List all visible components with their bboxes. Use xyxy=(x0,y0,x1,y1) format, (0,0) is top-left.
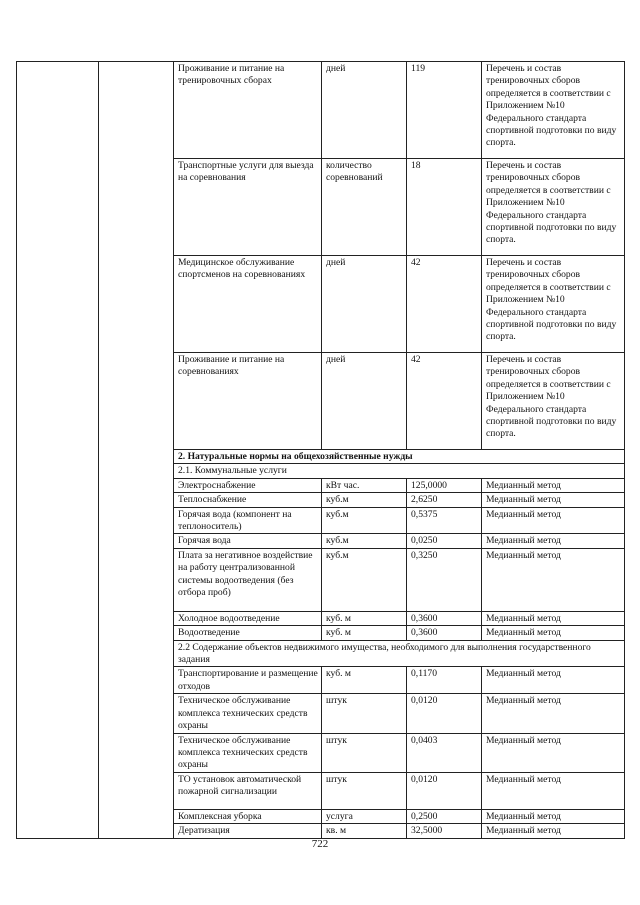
value-cell: 125,0000 xyxy=(407,478,482,492)
item-name-cell: Плата за негативное воздействие на работу централизованной системы водоотведения (без отбора проб) xyxy=(174,548,322,611)
item-name-cell: Теплоснабжение xyxy=(174,493,322,507)
unit-cell: кв. м xyxy=(322,824,407,838)
method-cell: Медианный метод xyxy=(482,694,625,733)
subsection-2-2-title: 2.2 Содержание объектов недвижимого имущества, необходимого для выполнения государственного задания xyxy=(174,640,625,667)
unit-cell: куб. м xyxy=(322,611,407,625)
section-2-title: 2. Натуральные нормы на общехозяйственные нужды xyxy=(174,450,625,464)
item-name-cell: Электроснабжение xyxy=(174,478,322,492)
method-cell: Перечень и состав тренировочных сборов определяется в соответствии с Приложением №10 Федерального стандарта спортивной подготовки по виду спорта. xyxy=(482,159,625,256)
table-row xyxy=(17,62,625,159)
item-name-cell: Транспортирование и размещение отходов xyxy=(174,667,322,694)
norms-table-body xyxy=(17,62,625,839)
item-name-cell: Водоотведение xyxy=(174,626,322,640)
item-name-cell: Техническое обслуживание комплекса технических средств охраны xyxy=(174,733,322,772)
method-cell: Медианный метод xyxy=(482,626,625,640)
left-margin-column-1 xyxy=(17,62,99,839)
item-name-cell: Медицинское обслуживание спортсменов на соревнованиях xyxy=(174,256,322,353)
item-name-cell: ТО установок автоматической пожарной сигнализации xyxy=(174,772,322,809)
value-cell: 0,0120 xyxy=(407,772,482,809)
unit-cell: куб.м xyxy=(322,548,407,611)
item-name-cell: Транспортные услуги для выезда на соревнования xyxy=(174,159,322,256)
item-name-cell: Холодное водоотведение xyxy=(174,611,322,625)
unit-cell: штук xyxy=(322,733,407,772)
unit-cell: дней xyxy=(322,62,407,159)
method-cell: Медианный метод xyxy=(482,733,625,772)
value-cell: 2,6250 xyxy=(407,493,482,507)
method-cell: Медианный метод xyxy=(482,809,625,823)
unit-cell: куб.м xyxy=(322,507,407,534)
value-cell: 119 xyxy=(407,62,482,159)
item-name-cell: Горячая вода (компонент на теплоноситель) xyxy=(174,507,322,534)
value-cell: 42 xyxy=(407,353,482,450)
value-cell: 0,0250 xyxy=(407,534,482,548)
item-name-cell: Дератизация xyxy=(174,824,322,838)
unit-cell: штук xyxy=(322,694,407,733)
value-cell: 0,3250 xyxy=(407,548,482,611)
unit-cell: кВт час. xyxy=(322,478,407,492)
value-cell: 32,5000 xyxy=(407,824,482,838)
value-cell: 18 xyxy=(407,159,482,256)
method-cell: Медианный метод xyxy=(482,667,625,694)
method-cell: Медианный метод xyxy=(482,611,625,625)
unit-cell: куб. м xyxy=(322,626,407,640)
method-cell: Медианный метод xyxy=(482,478,625,492)
item-name-cell: Горячая вода xyxy=(174,534,322,548)
item-name-cell: Техническое обслуживание комплекса технических средств охраны xyxy=(174,694,322,733)
method-cell: Перечень и состав тренировочных сборов определяется в соответствии с Приложением №10 Федерального стандарта спортивной подготовки по виду спорта. xyxy=(482,62,625,159)
value-cell: 0,0120 xyxy=(407,694,482,733)
unit-cell: штук xyxy=(322,772,407,809)
value-cell: 0,1170 xyxy=(407,667,482,694)
method-cell: Перечень и состав тренировочных сборов определяется в соответствии с Приложением №10 Федерального стандарта спортивной подготовки по виду спорта. xyxy=(482,256,625,353)
unit-cell: количество соревнований xyxy=(322,159,407,256)
unit-cell: услуга xyxy=(322,809,407,823)
value-cell: 0,0403 xyxy=(407,733,482,772)
value-cell: 0,5375 xyxy=(407,507,482,534)
left-margin-column-2 xyxy=(99,62,174,839)
method-cell: Медианный метод xyxy=(482,534,625,548)
method-cell: Медианный метод xyxy=(482,507,625,534)
item-name-cell: Проживание и питание на тренировочных сборах xyxy=(174,62,322,159)
unit-cell: дней xyxy=(322,256,407,353)
unit-cell: куб.м xyxy=(322,493,407,507)
item-name-cell: Комплексная уборка xyxy=(174,809,322,823)
unit-cell: куб. м xyxy=(322,667,407,694)
method-cell: Медианный метод xyxy=(482,824,625,838)
method-cell: Медианный метод xyxy=(482,548,625,611)
method-cell: Перечень и состав тренировочных сборов определяется в соответствии с Приложением №10 Федерального стандарта спортивной подготовки по виду спорта. xyxy=(482,353,625,450)
subsection-2-1-title: 2.1. Коммунальные услуги xyxy=(174,464,625,478)
unit-cell: куб.м xyxy=(322,534,407,548)
item-name-cell: Проживание и питание на соревнованиях xyxy=(174,353,322,450)
method-cell: Медианный метод xyxy=(482,772,625,809)
value-cell: 0,3600 xyxy=(407,611,482,625)
unit-cell: дней xyxy=(322,353,407,450)
method-cell: Медианный метод xyxy=(482,493,625,507)
page-number: 722 xyxy=(311,838,329,850)
norms-table xyxy=(16,61,625,839)
value-cell: 0,2500 xyxy=(407,809,482,823)
value-cell: 0,3600 xyxy=(407,626,482,640)
value-cell: 42 xyxy=(407,256,482,353)
